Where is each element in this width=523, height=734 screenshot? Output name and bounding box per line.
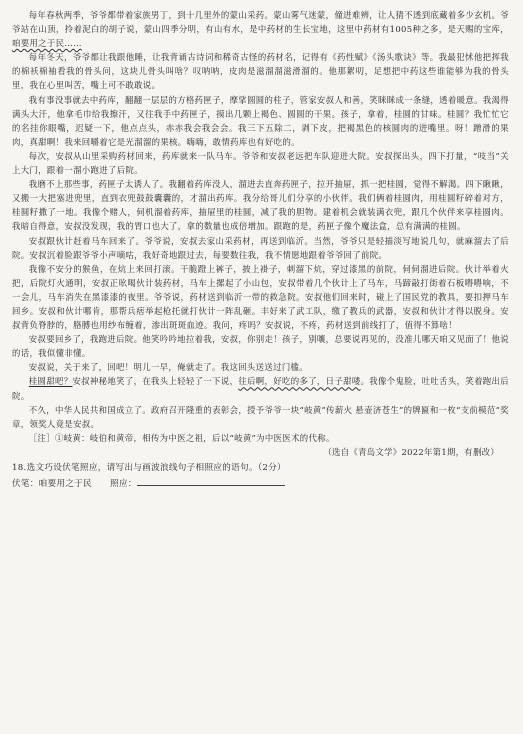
paragraph-10 [12, 374, 509, 402]
paragraph-11 [12, 403, 509, 431]
paragraph-text: 安叔跟伙计赶着马车回来了。爷爷说，安叔去家山采药材，再送到临沂。当然，爷爷只是轻描淡写地说几句，就麻溜去了后院。安叔沉着脸跟爷爷小声嘀咕，我好奇地跟过去，每要数往我，我不情愿地跟着爷爷回了前院。 [12, 235, 509, 260]
wavy-underline-foreshadow: 咱要用之于民…… [12, 38, 82, 49]
paragraph-text: 安叔要回乡了，我跑进后院。他笑吟吟地拉着我，安叔，你别走！孩子，别嚷，总要说再见的，没准儿哪天咱又见面了！他说的话，我似懂非懂。 [12, 334, 509, 359]
paragraph-text: 每年春秋两季，爷爷都带着家族男丁，到十几里外的蒙山采药。蒙山雾气迷蒙，僮进难辨，让人猜不透到底藏着多少玄机。爷爷站在山顶，拎着泥白的胡子说，蒙山四季分明，有山有水，是中药材的生长宝地，这里中药材有1005种之多，是天赐的宝库， [12, 10, 509, 35]
article-body [12, 8, 509, 431]
paragraph-text: 每年冬天，爷爷都让我跟他睡，让我背诵古诗词和稀奇古怪的药材名，记得有《药性赋》《汤头歌诀》等。我最犯怵他把挥我的棉袄棉袖看我的骨头问，这块儿骨头叫啥？叹呐呐，皮肉是滋溜溜滋滑溜的。他那絮叨，足想把中药这些谁能够为我的骨头里，我在心里叫苦，嘴上可不敢敢说。 [12, 52, 509, 91]
paragraph-1 [12, 8, 509, 50]
paragraph-text: 安叔神秘地笑了，在我头上轻轻了一下说， [72, 376, 239, 387]
answer-row [12, 476, 509, 492]
paragraph-2 [12, 50, 509, 92]
paragraph-text: 每次，安叔从山里采购药材回来，药库就来一队马车。爷爷和安叔老远把车队迎进大院。安叔探出头，四下打量，“吱当”关上大门，跟着一溜小跑进了后院。 [12, 150, 509, 176]
paragraph-9 [12, 360, 509, 374]
paragraph-4 [12, 149, 509, 177]
question-18: 18.选文巧设伏笔照应，请写出与画波浪线句子相照应的语句。（2分） [12, 463, 286, 473]
answer-blank[interactable] [137, 476, 285, 486]
paragraph-text: 安叔说，关于来了，回吧！明儿一早，俺就走了。我这回头送送过门槛。 [28, 362, 308, 373]
echo-label: 照应： [110, 479, 137, 489]
paragraph-3 [12, 93, 509, 149]
paragraph-text-tail: 。我像个鬼脸，吐吐舌头，笑着跑出后院。 [12, 376, 509, 401]
paragraph-7 [12, 262, 509, 332]
wavy-underline-echo: 往后啊，好吃的多了，日子甜喽 [238, 376, 361, 387]
paragraph-8 [12, 332, 509, 360]
paragraph-text: 不久，中华人民共和国成立了。政府召开隆重的表彰会，授予爷爷一块“岐黄”传薪火 悬壶济苍生”的牌匾和一枚“支前模范”奖章，领奖人竟是安叔。 [12, 404, 509, 429]
paragraph-6 [12, 234, 509, 262]
straight-underline-phrase: 桂圆甜吧？ [28, 376, 73, 387]
source-citation: （选自《青岛文学》2022年第1期，有删改） [323, 446, 499, 457]
foreshadow-label: 伏笔：咱要用之于民 [12, 479, 93, 489]
paragraph-text: 我磨不上那些事，药匣子太诱人了。我翻着药库没人，溜进去直奔药匣子，拉开抽屉，抓一把桂圆，觉得不解渴。四下瞅瞅，又搬一大把塞进兜里，直到衣兜鼓鼓囊囊的，才溜出药库。我分给哥儿们分享的小伙伴。我们俩着桂圆肉，用桂圆籽碎着对方，桂圆籽撒了一地。我像个赌人，伺机溜着药库，抽屉里的桂圆，减了我的胆物。建着机会就装满衣兜，跟几个伙伴来享桂圆肉。我暗自得意，安叔没发现，我的胃口也大了，拿的数量也成倍增加。跟跑的是，药匣子像个魔法盒，总有满满的桂圆。 [12, 179, 509, 232]
paragraph-text: 我有事没事就去中药库，翻翻一层层的方格药匣子，摩挲圆圆的柱子，管家安叔人和善，笑眯眯成一条缝，透着暖意。我渴得满头大汗，他拿毛巾给我擦汗，又往我手中药匣子，摸出几颗上褐色、圆圆的干果。孩子，拿着，桂圆的甘味。桂圆？我忙忙它的名挂你眼嘴，迟疑一下，他点点头，赤赤我会我会会。我三下五除二，剥下皮，把褐黑色的核圆肉的进嘴里。呀！蹭滑的果肉，真甜啊！我来回嚼着它是光溜溜的果核。嗨嗨，敢情药库也有好吃的。 [12, 94, 509, 147]
paragraph-text: 我像不安分的猴鱼，在炕上来回打滚。干脆蹬上裤子，披上褂子，刺溜下炕，穿过漆黑的前院，伺伺溜进后院。伙计举着火把，后院灯火通明，安叔正吆喝伙计装药材，马车上摞起了小山包，安叔带着几个伙计上了马车，马蹄敲打街着石板嘚嘚响，不一会儿，马车消失在黑漆漆的夜里。爷爷说，药材送到临沂一带的救急院。安叔他们回来时，碰上了国民党的教具，要扣押马车回乡。安叔和伙计哪肯，那帮兵痞举起枪托就打伙计一阵乱砸。丰好来了武工队，缴了教兵的武器，安叔和伙计才得以脱身。安叔背负脊脖的，胳膊也用纱布缠着，渗出斑斑血迹。我问，疼吗？安叔说，不疼，药材送到前线打了，值得不算啥！ [12, 263, 509, 331]
annotation-note: ［注］①岐黄：岐伯和黄帝，相传为中医之祖，后以“岐黄”为中医医术的代称。 [28, 432, 335, 443]
paragraph-5 [12, 177, 509, 233]
